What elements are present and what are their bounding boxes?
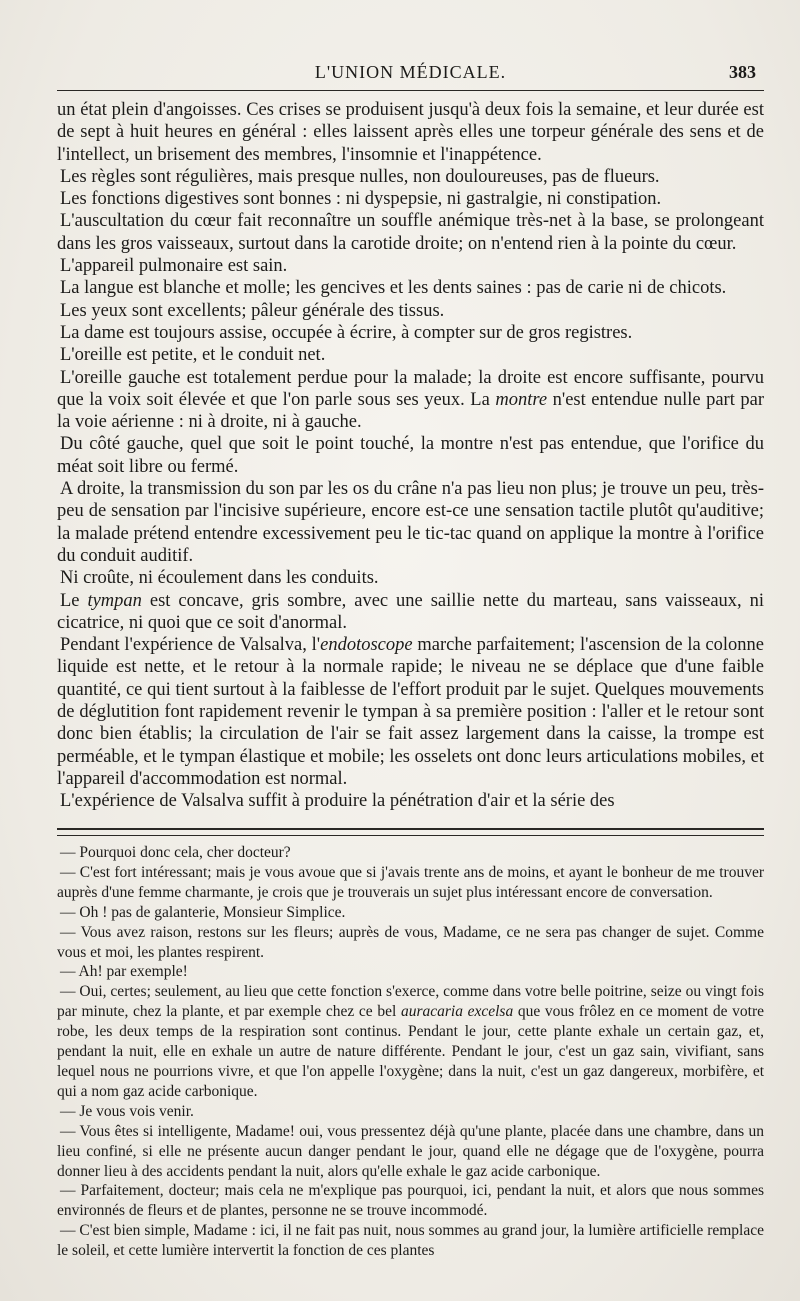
dialogue-paragraph: — Vous êtes si intelligente, Madame! oui, vous pressentez déjà qu'une plante, placée dans une chambre, dans un lieu confiné, si elle ne présente aucun danger pendant le jour, quand elle ne dégage que de l'oxygène, pourra donner lieu à des accidents pendant la nuit, alors qu'elle exhale le gaz acide carbonique. [57, 1122, 764, 1180]
text-run: n'est entendue nulle part par la voie aérienne : ni à droite, ni à gauche. [57, 389, 764, 433]
text-run: marche parfaitement; l'ascension de la colonne liquide est nette, et le retour à la normale rapide; le niveau ne se déplace que d'une faible quantité, ce qui tient surtout à la faiblesse de l'effort produit par le sujet. Quelques mouvements de déglutition font rapidement revenir le tympan à sa première position : l'aller et le retour sont donc bien établis; la circulation de l'air se fait assez largement dans la caisse, la trompe est perméable, et le tympan élastique et mobile; les osselets ont donc leurs articulations mobiles, et l'appareil d'accommodation est normal. [57, 635, 764, 789]
dialogue-paragraph: — Vous avez raison, restons sur les fleurs; auprès de vous, Madame, ce ne sera pas changer de sujet. Comme vous et moi, les plantes respirent. [57, 923, 764, 961]
main-text-column [57, 99, 764, 813]
page-header [57, 0, 764, 100]
dialogue-paragraph: — Je vous vois venir. [60, 1102, 194, 1120]
main-paragraph [57, 367, 764, 434]
text-run: que vous frôlez en ce moment de votre robe, les deux temps de la respiration sont continus. Pendant le jour, cette plante exhale un certain gaz, et, pendant la nuit, elle en exhale un autre de nature différente. Pendant le jour, c'est un gaz sain, vivifiant, sans lequel nous ne pourrions vivre, et que l'on appelle l'oxygène; dans la nuit, c'est un gaz dangereux, morbifère, et qui a nom gaz acide carbonique. [57, 1003, 765, 1100]
text-run: Le [60, 590, 88, 611]
main-paragraph: un état plein d'angoisses. Ces crises se produisent jusqu'à deux fois la semaine, et leur durée est de sept à huit heures en général : elles laissent après elles une torpeur générale des sens et de l'intellect, un brisement des membres, l'insomnie et l'inappétence. [57, 100, 764, 165]
dialogue-paragraph: — Parfaitement, docteur; mais cela ne m'explique pas pourquoi, ici, pendant la nuit, et alors que nous sommes environnés de fleurs et de plantes, personne ne se trouve incommodé. [57, 1182, 764, 1220]
italic-term: montre [495, 389, 548, 410]
main-paragraph: La langue est blanche et molle; les gencives et les dents saines : pas de carie ni de chicots. [60, 278, 727, 299]
main-paragraph: Les yeux sont excellents; pâleur générale des tissus. [60, 300, 445, 321]
dialogue-paragraph: — Pourquoi donc cela, cher docteur? [60, 844, 291, 861]
dialogue-paragraph: — C'est bien simple, Madame : ici, il ne fait pas nuit, nous sommes au grand jour, la lumière artificielle remplace le soleil, et cette lumière intervertit la fonction de ces plantes [57, 1222, 764, 1260]
main-paragraph: Les fonctions digestives sont bonnes : ni dyspepsie, ni gastralgie, ni constipation. [60, 189, 662, 210]
dialogue-paragraph [57, 982, 764, 1101]
text-run: L'oreille gauche est totalement perdue pour la malade; la droite est encore suffisante, pourvu que la voix soit élevée et que l'on parle sous ses yeux. La [57, 367, 764, 410]
header-rule [57, 90, 764, 91]
main-paragraph [57, 590, 764, 635]
text-run: — Oui, certes; seulement, au lieu que cette fonction s'exerce, comme dans votre belle poitrine, seize ou vingt fois par minute, chez la plante, et par exemple chez ce bel [57, 983, 764, 1021]
main-paragraph: Les règles sont régulières, mais presque nulles, non douloureuses, pas de flueurs. [60, 166, 660, 187]
italic-term: auracaria excelsa [400, 1003, 514, 1021]
italic-term: endotoscope [320, 635, 413, 656]
dialogue-paragraph: — C'est fort intéressant; mais je vous avoue que si j'avais trente ans de moins, et ayant le bonheur de me trouver auprès d'une femme charmante, je crois que je trouverais un sujet plus intéressant encore de conversation. [57, 863, 764, 901]
running-head: L'UNION MÉDICALE. [314, 62, 507, 82]
main-paragraph: L'expérience de Valsalva suffit à produire la pénétration d'air et la série des [60, 791, 615, 812]
text-run: est concave, gris sombre, avec une saillie nette du marteau, sans vaisseaux, ni cicatrice, ni quoi que ce soit d'anormal. [57, 590, 764, 633]
italic-term: tympan [87, 590, 142, 611]
text-run: Pendant l'expérience de Valsalva, l' [60, 635, 321, 656]
main-paragraph: L'auscultation du cœur fait reconnaître un souffle anémique très-net à la base, se prolongeant dans les gros vaisseaux, surtout dans la carotide droite; on n'entend rien à la pointe du cœur. [57, 211, 764, 254]
main-paragraph [57, 634, 764, 790]
main-paragraph: Ni croûte, ni écoulement dans les conduits. [60, 568, 379, 589]
feuilleton-column [57, 843, 764, 1261]
main-paragraph: L'oreille est petite, et le conduit net. [60, 345, 326, 366]
page-number: 383 [729, 62, 756, 82]
dialogue-paragraph: — Ah! par exemple! [60, 963, 188, 981]
main-paragraph: L'appareil pulmonaire est sain. [60, 256, 288, 277]
feuilleton-separator-rule [57, 828, 764, 836]
main-paragraph: La dame est toujours assise, occupée à écrire, à compter sur de gros registres. [60, 322, 633, 343]
dialogue-paragraph: — Oh ! pas de galanterie, Monsieur Simplice. [60, 903, 346, 921]
main-paragraph: Du côté gauche, quel que soit le point touché, la montre n'est pas entendue, que l'orifice du méat soit libre ou fermé. [57, 434, 764, 477]
main-paragraph: A droite, la transmission du son par les os du crâne n'a pas lieu non plus; je trouve un peu, très-peu de sensation par l'incisive supérieure, encore est-ce une sensation tactile plutôt qu'auditive; la malade prétend entendre excessivement peu le tic-tac quand on applique la montre à l'orifice du conduit auditif. [57, 479, 764, 566]
